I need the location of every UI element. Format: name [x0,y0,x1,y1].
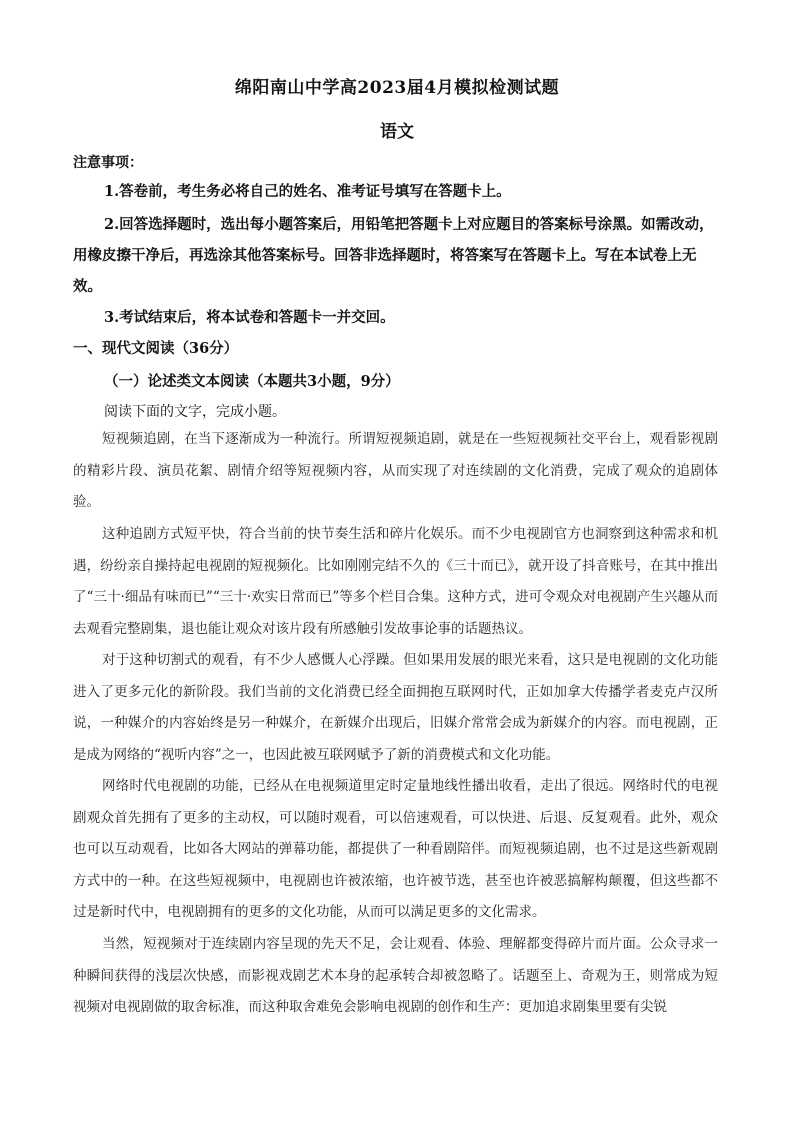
passage-paragraph-1: 短视频追剧，在当下逐渐成为一种流行。所谓短视频追剧，就是在一些短视频社交平台上，观看影视剧的精彩片段、演员花絮、剧情介绍等短视频内容，从而实现了对连续剧的文化消费，完成了观众的追剧体验。 [73,431,718,510]
notice-item-3: 3.考试结束后，将本试卷和答题卡一并交回。 [104,309,395,326]
reading-instruction: 阅读下面的文字，完成小题。 [104,404,286,420]
passage-paragraph-3: 对于这种切割式的观看，有不少人感慨人心浮躁。但如果用发展的眼光来看，这只是电视剧的文化功能进入了更多元化的新阶段。我们当前的文化消费已经全面拥抱互联网时代，正如加拿大传播学者麦克卢汉所说，一种媒介的内容始终是另一种媒介，在新媒介出现后，旧媒介常常会成为新媒介的内容。而电视剧，正是成为网络的“视听内容”之一，也因此被互联网赋予了新的消费模式和文化功能。 [73,652,718,763]
notice-item-1: 1.答卷前，考生务必将自己的姓名、准考证号填写在答题卡上。 [104,183,511,200]
section-heading-1: 一、现代文阅读（36分） [73,340,239,357]
notice-item-2: 2.回答选择题时，选出每小题答案后，用铅笔把答题卡上对应题目的答案标号涂黑。如需改动，用橡皮擦干净后，再选涂其他答案标号。回答非选择题时，将答案写在答题卡上。写在本试卷上无效。 [73,216,714,295]
subsection-heading-1: （一）论述类文本阅读（本题共3小题，9分） [104,373,400,390]
passage-paragraph-5: 当然，短视频对于连续剧内容呈现的先天不足，会让观看、体验、理解都变得碎片而片面。公众寻求一种瞬间获得的浅层次快感，而影视戏剧艺术本身的起承转合却被忽略了。话题至上、奇观为王，则常成为短视频对电视剧做的取舍标准，而这种取舍难免会影响电视剧的创作和生产：更加追求剧集里要有尖锐 [73,936,718,1015]
passage-paragraph-4: 网络时代电视剧的功能，已经从在电视频道里定时定量地线性播出收看，走出了很远。网络时代的电视剧观众首先拥有了更多的主动权，可以随时观看，可以倍速观看，可以快进、后退、反复观看。此外，观众也可以互动观看，比如各大网站的弹幕功能，都提供了一种看剧陪伴。而短视频追剧，也不过是这些新观剧方式中的一种。在这些短视频中，电视剧也许被浓缩，也许被节选，甚至也许被恶搞解构颠覆，但这些都不过是新时代中，电视剧拥有的更多的文化功能，从而可以满足更多的文化需求。 [73,778,718,920]
notes-heading: 注意事项： [73,155,143,171]
subject-title: 语文 [380,122,414,142]
exam-title: 绵阳南山中学高2023届4月模拟检测试题 [234,78,560,98]
passage-paragraph-2: 这种追剧方式短平快，符合当前的快节奏生活和碎片化娱乐。而不少电视剧官方也洞察到这种需求和机遇，纷纷亲自操持起电视剧的短视频化。比如刚刚完结不久的《三十而已》，就开设了抖音账号，在其中推出了“三十·细品有味而已”“三十·欢实日常而已”等多个栏目合集。这种方式，进可令观众对电视剧产生兴趣从而去观看完整剧集，退也能让观众对该片段有所感触引发故事论事的话题热议。 [73,526,718,637]
